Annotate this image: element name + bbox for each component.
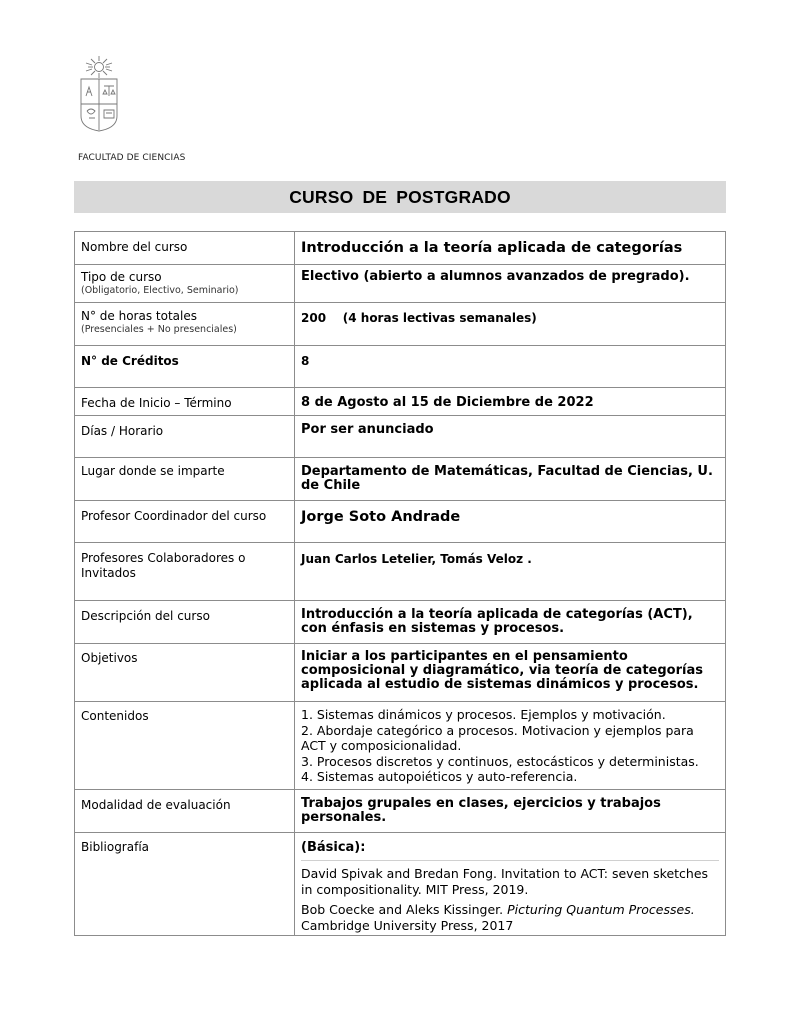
value-cell <box>295 501 726 543</box>
label-cell <box>75 644 295 702</box>
label-cell <box>75 265 295 303</box>
contenidos-item: 3. Procesos discretos y continuos, estocásticos y deterministas. <box>301 753 699 769</box>
label-cell <box>75 833 295 936</box>
faculty-name: FACULTAD DE CIENCIAS <box>78 153 186 163</box>
label-tipo: Tipo de curso <box>81 270 162 284</box>
label-cell <box>75 346 295 388</box>
label-fecha: Fecha de Inicio – Término <box>81 396 232 410</box>
value-modalidad: Trabajos grupales en clases, ejercicios y trabajos personales. <box>301 796 661 825</box>
label-dias: Días / Horario <box>81 424 164 438</box>
value-tipo: Electivo (abierto a alumnos avanzados de pregrado). <box>301 269 690 284</box>
label-cell <box>75 501 295 543</box>
sublabel-horas: (Presenciales + No presenciales) <box>81 324 237 335</box>
label-modalidad: Modalidad de evaluación <box>81 798 231 812</box>
contenidos-item: 1. Sistemas dinámicos y procesos. Ejemplos y motivación. <box>301 707 666 722</box>
label-colaboradores: Profesores Colaboradores o Invitados <box>81 551 246 580</box>
row-colaboradores <box>75 543 726 601</box>
label-contenidos: Contenidos <box>81 709 149 723</box>
row-bibliografia <box>75 833 726 936</box>
university-crest-icon <box>78 56 120 132</box>
ref-2-title: Picturing Quantum Processes. <box>507 902 695 917</box>
value-cell <box>295 543 726 601</box>
sublabel-tipo: (Obligatorio, Electivo, Seminario) <box>81 285 239 296</box>
label-cell <box>75 416 295 458</box>
row-profesor <box>75 501 726 543</box>
bibliografia-ref-2 <box>301 902 719 933</box>
label-nombre: Nombre del curso <box>81 240 188 254</box>
label-cell <box>75 388 295 416</box>
label-profesor: Profesor Coordinador del curso <box>81 509 267 523</box>
value-horas: 200 (4 horas lectivas semanales) <box>301 311 537 325</box>
ref-2-authors: Bob Coecke and Aleks Kissinger. <box>301 902 508 917</box>
title-banner <box>74 181 726 213</box>
course-info-table <box>74 231 726 936</box>
value-dias: Por ser anunciado <box>301 422 434 437</box>
value-cell <box>295 833 726 936</box>
value-cell <box>295 644 726 702</box>
row-nombre <box>75 232 726 265</box>
contenidos-item: 4. Sistemas autopoiéticos y auto-referencia. <box>301 769 578 784</box>
label-cell <box>75 458 295 501</box>
label-cell <box>75 702 295 790</box>
label-bibliografia: Bibliografía <box>81 840 150 854</box>
value-descripcion: Introducción a la teoría aplicada de categorías (ACT), con énfasis en sistemas y procesos. <box>301 607 693 636</box>
label-cell <box>75 303 295 346</box>
label-horas: N° de horas totales <box>81 309 197 323</box>
value-nombre: Introducción a la teoría aplicada de categorías <box>301 240 683 256</box>
label-cell <box>75 601 295 644</box>
row-lugar <box>75 458 726 501</box>
value-cell <box>295 346 726 388</box>
row-creditos <box>75 346 726 388</box>
value-cell <box>295 790 726 833</box>
label-creditos: N° de Créditos <box>81 354 179 368</box>
contenidos-item: 2. Abordaje categórico a procesos. Motivacion y ejemplos para ACT y composicionalidad. <box>301 722 694 753</box>
value-objetivos: Iniciar a los participantes en el pensamiento composicional y diagramático, via teoría de categorías aplicada al estudio de sistemas dinámicos y procesos. <box>301 649 703 692</box>
label-objetivos: Objetivos <box>81 651 138 665</box>
value-fecha: 8 de Agosto al 15 de Diciembre de 2022 <box>301 395 594 410</box>
label-descripcion: Descripción del curso <box>81 609 210 623</box>
value-cell <box>295 416 726 458</box>
value-colaboradores: Juan Carlos Letelier, Tomás Veloz . <box>301 552 532 566</box>
divider <box>301 860 719 861</box>
value-cell <box>295 388 726 416</box>
value-cell <box>295 601 726 644</box>
page-title: CURSO DE POSTGRADO <box>289 186 511 207</box>
bibliografia-heading: (Básica): <box>301 840 366 855</box>
row-fecha <box>75 388 726 416</box>
value-cell <box>295 232 726 265</box>
value-cell <box>295 303 726 346</box>
value-lugar: Departamento de Matemáticas, Facultad de Ciencias, U. de Chile <box>301 464 713 493</box>
row-horas <box>75 303 726 346</box>
row-contenidos <box>75 702 726 790</box>
row-dias <box>75 416 726 458</box>
value-cell <box>295 702 726 790</box>
value-cell <box>295 458 726 501</box>
label-lugar: Lugar donde se imparte <box>81 464 225 478</box>
row-modalidad <box>75 790 726 833</box>
ref-2-publisher: Cambridge University Press, 2017 <box>301 917 514 933</box>
value-profesor: Jorge Soto Andrade <box>301 509 461 525</box>
value-cell <box>295 265 726 303</box>
bibliografia-ref-1: David Spivak and Bredan Fong. Invitation to ACT: seven sketches in compositionality. MIT Press, 2019. <box>301 866 709 897</box>
row-tipo <box>75 265 726 303</box>
label-cell <box>75 543 295 601</box>
value-creditos: 8 <box>301 354 310 368</box>
label-cell <box>75 790 295 833</box>
row-descripcion <box>75 601 726 644</box>
label-cell <box>75 232 295 265</box>
row-objetivos <box>75 644 726 702</box>
